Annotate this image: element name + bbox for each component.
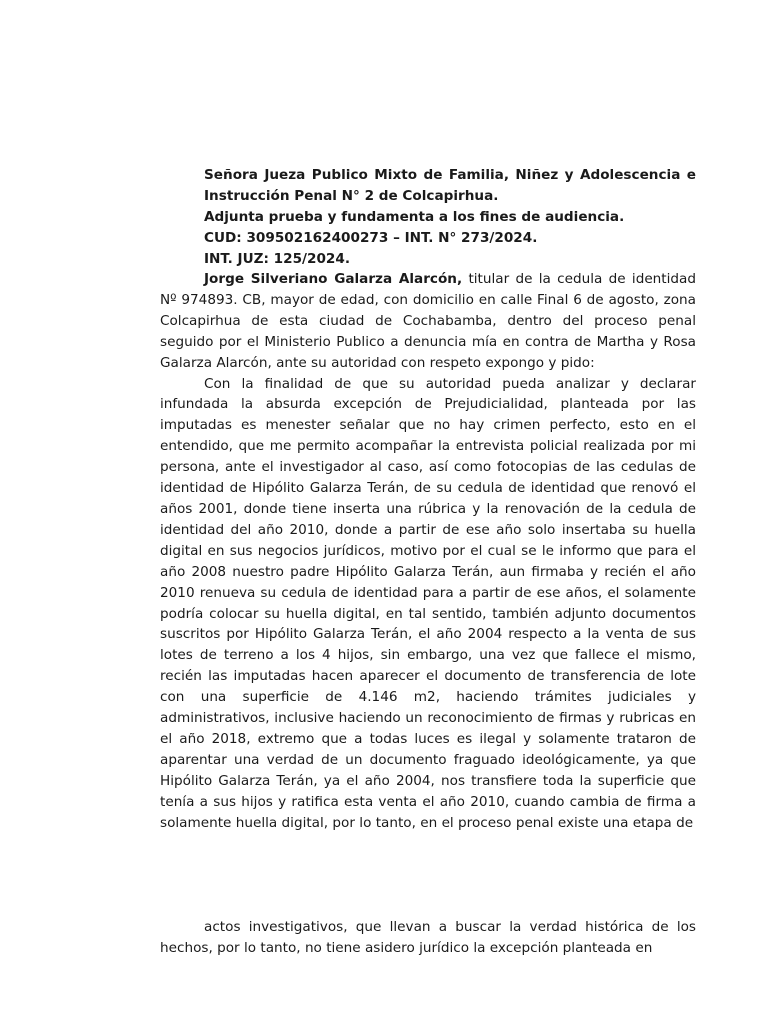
court-addressee: Señora Jueza Publico Mixto de Familia, Niñez y Adolescencia e Instrucción Penal N° 2 de Colcapirhua. [204,167,696,204]
main-paragraph: Con la finalidad de que su autoridad pueda analizar y declarar infundada la absurda excepción de Prejudicialidad, planteada por las imputadas es menester señalar que no hay crimen perfecto, esto en el entendido, que me permito acompañar la entrevista policial realizada por mi persona, ante el investigador al caso, así como fotocopias de las cedulas de identidad de Hipólito Galarza Terán, de su cedula de identidad que renovó el años 2001, donde tiene inserta una rúbrica y la renovación de la cedula de identidad del año 2010, donde a partir de ese año solo insertaba su huella digital en sus negocios jurídicos, motivo por el cual se le informo que para el año 2008 nuestro padre Hipólito Galarza Terán, aun firmaba y recién el año 2010 renueva su cedula de identidad para a partir de ese años, el solamente podría colocar su huella digital, en tal sentido, también adjunto documentos suscritos por Hipólito Galarza Terán, el año 2004 respecto a la venta de sus lotes de terreno a los 4 hijos, sin embargo, una vez que fallece el mismo, recién las imputadas hacen aparecer el documento de transferencia de lote con una superficie de 4.146 m2, haciendo trámites judiciales y administrativos, inclusive haciendo un reconocimiento de firmas y rubricas en el año 2018, extremo que a todas luces es ilegal y solamente trataron de aparentar una verdad de un documento fraguado ideológicamente, ya que Hipólito Galarza Terán, ya el año 2004, nos transfiere toda la superficie que tenía a sus hijos y ratifica esta venta el año 2010, cuando cambia de firma a solamente huella digital, por lo tanto, en el proceso penal existe una etapa de [160,375,696,831]
document-subject: Adjunta prueba y fundamenta a los fines de audiencia. [204,208,625,225]
document-body [160,269,696,833]
court-internal-number: INT. JUZ: 125/2024. [204,250,350,267]
document-header [160,165,696,270]
document-body-continued [160,917,696,959]
continued-paragraph: actos investigativos, que llevan a buscar la verdad histórica de los hechos, por lo tanto, no tiene asidero jurídico la excepción planteada en [160,919,696,956]
case-reference: CUD: 309502162400273 – INT. N° 273/2024. [204,229,538,246]
petitioner-name: Jorge Silveriano Galarza Alarcón, [204,271,463,287]
intro-paragraph [160,269,696,374]
intro-text: titular de la cedula de identidad Nº 974893. CB, mayor de edad, con domicilio en calle Final 6 de agosto, zona Colcapirhua de esta ciudad de Cochabamba, dentro del proceso penal seguido por el Ministerio Publico a denuncia mía en contra de Martha y Rosa Galarza Alarcón, ante su autoridad con respeto expongo y pido: [160,271,696,371]
